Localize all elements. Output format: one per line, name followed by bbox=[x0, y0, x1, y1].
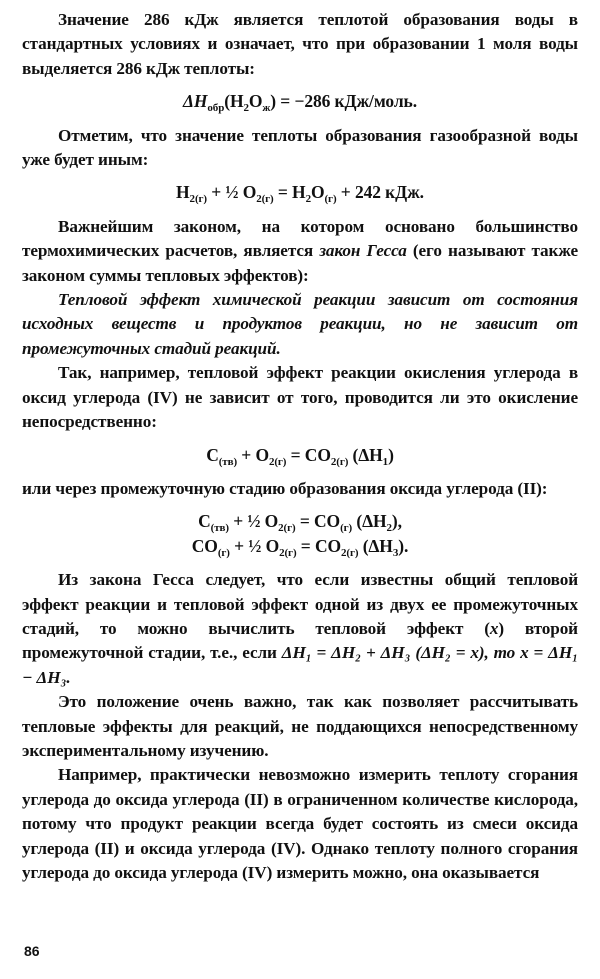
paragraph-5: Так, например, тепловой эффект реакции окисления углерода в оксид углерода (IV) не зависит от того, проводится ли это окисление непосредственно: bbox=[22, 363, 578, 432]
equation-c-to-co: $C_{(тв)}$ + ½ $O_{2(г)} = CO_{(г)}$ $(\Delta H_2)$, bbox=[198, 511, 402, 535]
page-number: 86 bbox=[24, 943, 40, 959]
paragraph-3: Важнейшим законом, на котором основано большинство термохимических расчетов, является закон Гесса (его называют также законом суммы тепловых эффектов): bbox=[22, 216, 578, 285]
paragraph-2: Отметим, что значение теплоты образования газообразной воды уже будет иным: bbox=[22, 125, 578, 170]
hess-relation: ΔH₁ = ΔH₂ + ΔH₃ (ΔH₂ = x), то x = ΔH₁ − ΔH₃. bbox=[22, 643, 578, 687]
paragraph-6: или через промежуточную стадию образования оксида углерода (II): bbox=[22, 478, 548, 498]
paragraph-7: Из закона Гесса следует, что если известны общий тепловой эффект реакции и тепловой эффект одной из двух ее промежуточных стадий, то можно вычислить тепловой эффект (x) второй промежуточной стадии, т.е., если ΔH₁ = ΔH₂ + ΔH₃ (ΔH₂ = x), то x = ΔH₁ − ΔH₃. bbox=[22, 570, 578, 687]
page-body bbox=[22, 8, 578, 885]
paragraph-8: Это положение очень важно, так как позволяет рассчитывать тепловые эффекты для реакций, не поддающихся непосредственному экспериментальному изучению. bbox=[22, 692, 578, 760]
equation-water-formation-enthalpy: $\Delta H_{обр}(H_2O_ж) = -286$ кДж/моль. bbox=[183, 91, 417, 115]
equation-co-to-co2: $CO_{(г)}$ + ½ $O_{2(г)} = CO_{2(г)}$ $(\Delta H_3)$. bbox=[191, 535, 409, 559]
hess-law-statement: Тепловой эффект химической реакции зависит от состояния исходных веществ и продуктов реакции, но не зависит от промежуточных стадий реакций. bbox=[22, 290, 578, 358]
equation-gas-water: $H_{2(г)}$ + ½ $O_{2(г)} = H_2O_{(г)} + 242$ кДж. bbox=[176, 182, 424, 206]
equation-c-to-co2: $C_{(тв)} + O_{2(г)} = CO_{2(г)}$ $(\Delta H_1)$ bbox=[206, 444, 394, 468]
paragraph-9: Например, практически невозможно измерить теплоту сгорания углерода до оксида углерода (II) в ограниченном количестве кислорода, потому что продукт реакции всегда будет состоять из смеси оксида углерода (II) и оксида углерода (IV). Однако теплоту полного сгорания углерода до оксида углерода (IV) измерить можно, она оказывается bbox=[22, 765, 578, 882]
hess-law-term: закон Гесса bbox=[319, 241, 407, 261]
paragraph-1: Значение 286 кДж является теплотой образования воды в стандартных условиях и означает, что при образовании 1 моля воды выделяется 286 кДж теплоты: bbox=[22, 10, 578, 78]
